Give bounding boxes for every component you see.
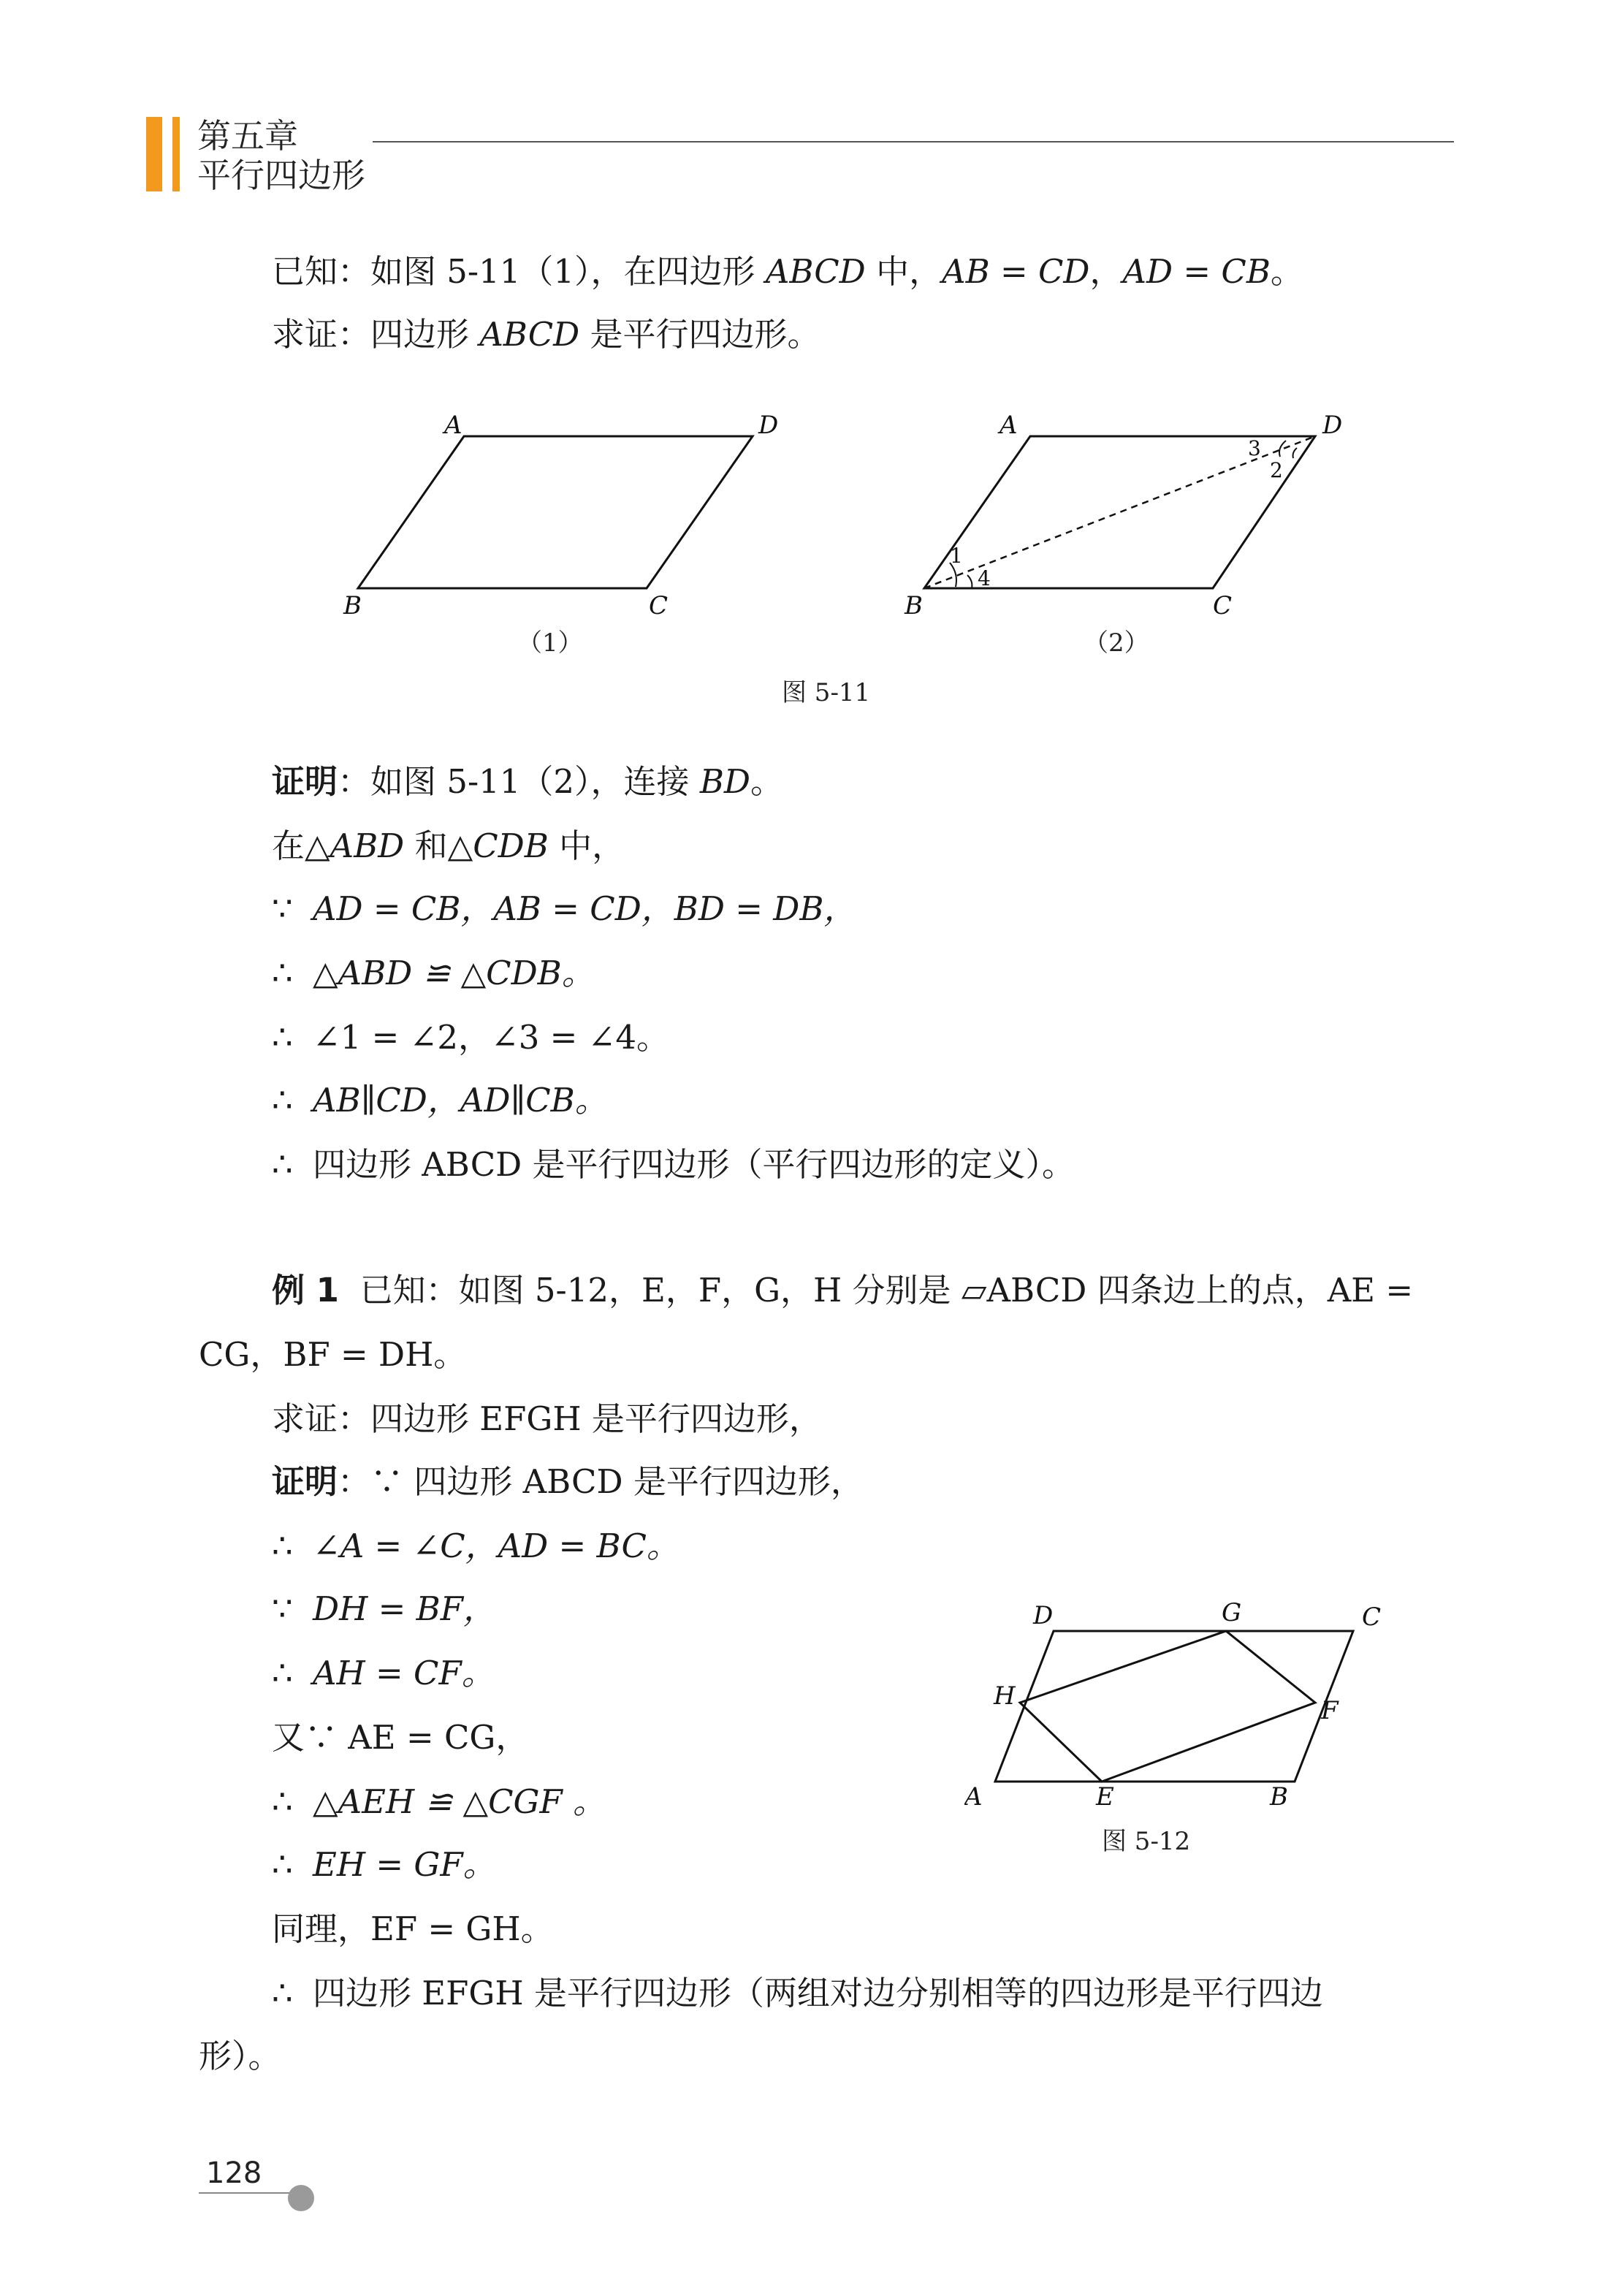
- vertex-label-a: A: [1000, 411, 1018, 440]
- therefore-symbol: ∴: [272, 1018, 293, 1057]
- proof-line-1: 证明：如图 5-11（2），连接 BD。: [272, 762, 784, 801]
- page-dot-icon: [288, 2185, 314, 2211]
- example-proof-line-3: ∵ DH = BF，: [272, 1587, 496, 1631]
- therefore-symbol: ∴: [272, 1654, 293, 1692]
- vertex-label-d: D: [758, 411, 779, 440]
- proof-line-2: 在△ABD 和△CDB 中，: [272, 826, 625, 865]
- page-number-rule: [199, 2192, 294, 2194]
- because-symbol: ∵: [272, 1589, 293, 1628]
- figure-5-11-2: [891, 406, 1359, 625]
- vertex-label-c: C: [1213, 591, 1233, 620]
- example-1-line-2: CG，BF = DH。: [199, 1335, 467, 1374]
- proof-line-7: ∴ 四边形 ABCD 是平行四边形（平行四边形的定义）。: [272, 1143, 1075, 1187]
- therefore-symbol: ∴: [272, 1081, 293, 1120]
- example-proof-line-6: ∴ △AEH ≌ △CGF 。: [272, 1780, 606, 1824]
- vertex-label-g: G: [1222, 1598, 1242, 1627]
- therefore-symbol: ∴: [272, 1782, 293, 1821]
- parallelogram-abcd: [358, 436, 753, 588]
- example-proof-line-10: 形）。: [199, 2037, 281, 2075]
- vertex-label-b: B: [905, 591, 923, 620]
- example-proof-line-1: 证明：∵ 四边形 ABCD 是平行四边形，: [272, 1462, 864, 1501]
- proof-line-6: ∴ AB∥CD，AD∥CB。: [272, 1079, 608, 1122]
- example-proof-line-2: ∴ ∠A = ∠C，AD = BC。: [272, 1524, 679, 1568]
- angle-arc-2: [1293, 448, 1297, 458]
- therefore-symbol: ∴: [272, 1845, 293, 1884]
- example-proof-line-8: 同理，EF = GH。: [272, 1909, 554, 1948]
- vertex-label-b: B: [343, 591, 362, 620]
- prove-statement: 求证：四边形 ABCD 是平行四边形。: [272, 315, 820, 354]
- vertex-label-a: A: [964, 1782, 983, 1812]
- chapter-number: 第五章: [197, 116, 298, 156]
- example-proof-line-9: ∴ 四边形 EFGH 是平行四边形（两组对边分别相等的四边形是平行四边: [272, 1972, 1323, 2015]
- example-proof-line-7: ∴ EH = GF。: [272, 1843, 496, 1887]
- figure-5-12-caption: 图 5-12: [1102, 1827, 1191, 1856]
- vertex-label-b: B: [1270, 1782, 1288, 1812]
- example-1-line-1: 例 1 已知：如图 5-12，E，F，G，H 分别是 ▱ABCD 四条边上的点，AE =: [272, 1271, 1414, 1309]
- therefore-symbol: ∴: [272, 1145, 293, 1184]
- therefore-symbol: ∴: [272, 954, 293, 992]
- quadrilateral-efgh: [1020, 1631, 1315, 1782]
- because-symbol: ∵: [272, 889, 293, 928]
- vertex-label-a: A: [444, 411, 462, 440]
- header-accent-bar-thin: [172, 117, 180, 191]
- vertex-label-f: F: [1321, 1696, 1339, 1725]
- proof-line-3: ∵ AD = CB，AB = CD，BD = DB，: [272, 887, 856, 931]
- chapter-title: 平行四边形: [197, 156, 365, 195]
- angle-label-4: 4: [978, 566, 991, 590]
- example-label: 例 1: [272, 1271, 339, 1309]
- proof-line-4: ∴ △ABD ≌ △CDB。: [272, 951, 595, 995]
- example-proof-line-5: 又∵ AE = CG，: [272, 1718, 529, 1757]
- parallelogram-abcd: [995, 1631, 1353, 1782]
- therefore-symbol: ∴: [272, 1527, 293, 1565]
- proof-line-5: ∴ ∠1 = ∠2，∠3 = ∠4。: [272, 1016, 669, 1060]
- therefore-symbol: ∴: [272, 1974, 293, 2012]
- angle-arc-4: [967, 575, 972, 588]
- vertex-label-c: C: [1362, 1603, 1382, 1632]
- given-statement: 已知：如图 5-11（1），在四边形 ABCD 中，AB = CD，AD = CB。: [272, 252, 1303, 291]
- example-proof-line-4: ∴ AH = CF。: [272, 1651, 495, 1695]
- angle-label-2: 2: [1270, 458, 1283, 482]
- vertex-label-e: E: [1096, 1782, 1114, 1812]
- figure-5-11-1-caption: （1）: [517, 628, 583, 658]
- figure-5-11-caption: 图 5-11: [782, 678, 871, 707]
- header-rule: [373, 141, 1454, 142]
- example-1-prove: 求证：四边形 EFGH 是平行四边形，: [272, 1399, 822, 1438]
- vertex-label-d: D: [1033, 1601, 1054, 1630]
- header-accent-bar: [146, 117, 162, 191]
- figure-5-11-2-caption: （2）: [1084, 628, 1149, 658]
- page-number: 128: [206, 2156, 262, 2190]
- vertex-label-d: D: [1322, 411, 1343, 440]
- vertex-label-c: C: [649, 591, 669, 620]
- figure-5-11-1: [321, 406, 789, 625]
- vertex-label-h: H: [994, 1681, 1016, 1711]
- figure-5-12: [964, 1593, 1403, 1812]
- angle-label-3: 3: [1248, 436, 1261, 460]
- angle-label-1: 1: [950, 544, 963, 568]
